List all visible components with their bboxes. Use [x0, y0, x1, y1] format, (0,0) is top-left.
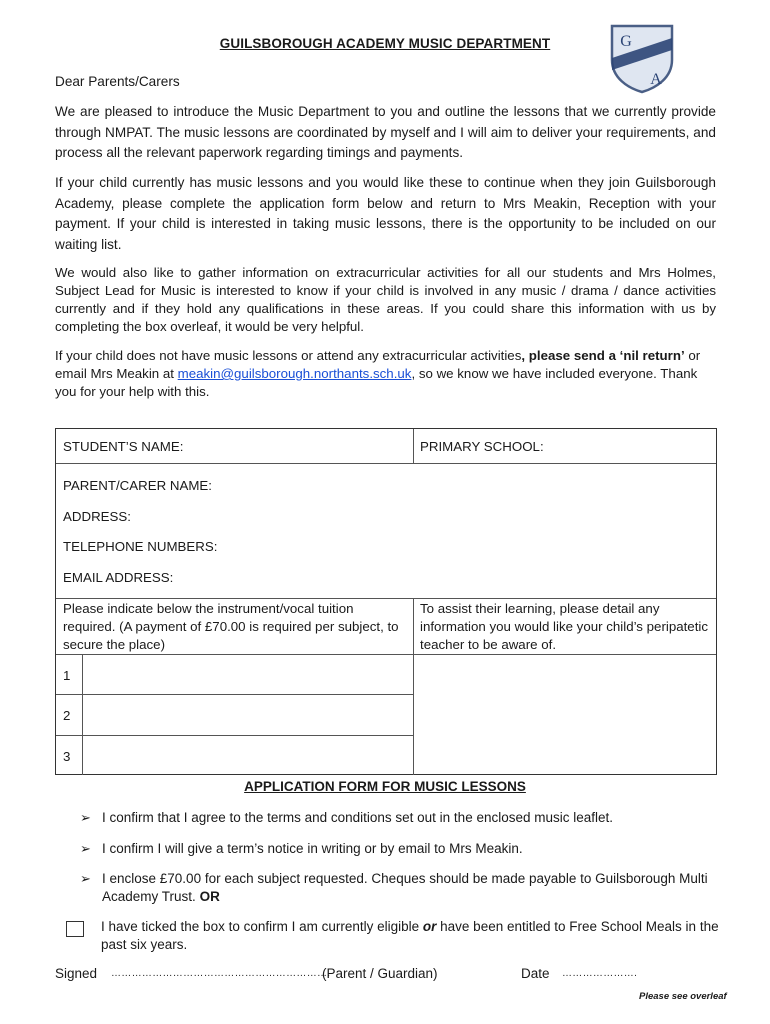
paragraph-continue: If your child currently has music lessons and you would like these to continue when they join Guilsborough Academy, please complete the application form below and return to Mrs Meakin, Reception with your payment. If your child is interested in taking music lessons, there is the opportunity to be included on our waiting list.: [55, 175, 716, 252]
instrument-prompt: Please indicate below the instrument/vocal tuition required. (A payment of £70.00 is required per subject, to secure the place): [63, 601, 399, 652]
fsm-or: or: [422, 919, 437, 934]
instrument-input-3[interactable]: [83, 736, 413, 774]
free-school-meals-checkbox[interactable]: [66, 921, 84, 937]
paragraph-nil-return: [55, 347, 716, 401]
parent-name-label: PARENT/CARER NAME:: [63, 478, 212, 493]
payment-or: OR: [199, 889, 220, 904]
teacher-info-input[interactable]: [414, 655, 716, 774]
crest-letter-g: G: [620, 33, 632, 50]
telephone-label: TELEPHONE NUMBERS:: [63, 539, 218, 554]
email-link[interactable]: meakin@guilsborough.northants.sch.uk: [177, 366, 412, 381]
date-line[interactable]: ………………….: [562, 968, 638, 979]
paragraph-intro: We are pleased to introduce the Music Department to you and outline the lessons that we currently provide through NMPAT. The music lessons are coordinated by myself and I will aim to deliver your requirements, and process all the relevant paperwork regarding timings and payments.: [55, 104, 716, 160]
bullet-text: I confirm I will give a term’s notice in writing or by email to Mrs Meakin.: [102, 841, 523, 856]
teacher-info-prompt: To assist their learning, please detail any information you would like your child’s peripatetic teacher to be aware of.: [420, 601, 708, 652]
nil-return-bold: , please send a ‘nil return’: [521, 348, 685, 363]
fsm-text-a: I have ticked the box to confirm I am currently eligible: [101, 919, 423, 934]
signature-line[interactable]: ……………………………………………………….: [111, 968, 331, 979]
nil-return-text-a: If your child does not have music lessons or attend any extracurricular activities: [55, 348, 522, 363]
application-form-title: APPLICATION FORM FOR MUSIC LESSONS: [244, 779, 526, 794]
student-name-label: STUDENT’S NAME:: [63, 439, 184, 454]
salutation: Dear Parents/Carers: [55, 74, 180, 89]
bullet-text: [102, 870, 727, 906]
parent-guardian-label: (Parent / Guardian): [322, 966, 438, 981]
address-label: ADDRESS:: [63, 509, 131, 524]
free-school-meals-text: [101, 918, 726, 954]
email-label: EMAIL ADDRESS:: [63, 570, 174, 585]
fsm-text-b: have been entitled to Free School Meals in the past six years.: [101, 919, 719, 952]
arrow-bullet-icon: ➢: [80, 810, 91, 825]
date-label: Date: [521, 966, 550, 981]
instrument-input-2[interactable]: [83, 695, 413, 735]
instrument-input-1[interactable]: [83, 655, 413, 694]
page-title: GUILSBOROUGH ACADEMY MUSIC DEPARTMENT: [219, 36, 551, 51]
arrow-bullet-icon: ➢: [80, 871, 91, 886]
paragraph-extracurricular: We would also like to gather information on extracurricular activities for all our students and Mrs Holmes, Subject Lead for Music is interested to know if your child is involved in any music / drama / dance activities currently and if they hold any qualifications in these areas. If you could share this information with us by completing the box overleaf, it would be very helpful.: [55, 265, 716, 334]
nil-return-text-b: or email Mrs Meakin at: [55, 348, 701, 381]
instrument-row-number: 3: [63, 749, 71, 764]
student-details-form: [55, 428, 717, 775]
payment-text: I enclose £70.00 for each subject requested. Cheques should be made payable to Guilsborough Multi Academy Trust.: [102, 871, 708, 904]
instrument-row-number: 1: [63, 668, 71, 683]
nil-return-text-c: , so we know we have included everyone. Thank you for your help with this.: [55, 366, 698, 399]
instrument-row-number: 2: [63, 708, 71, 723]
arrow-bullet-icon: ➢: [80, 841, 91, 856]
crest-letter-a: A: [650, 71, 662, 88]
signed-label: Signed: [55, 966, 98, 981]
bullet-text: I confirm that I agree to the terms and conditions set out in the enclosed music leaflet.: [102, 810, 614, 825]
see-overleaf-note: Please see overleaf: [639, 991, 727, 1002]
primary-school-label: PRIMARY SCHOOL:: [420, 439, 544, 454]
